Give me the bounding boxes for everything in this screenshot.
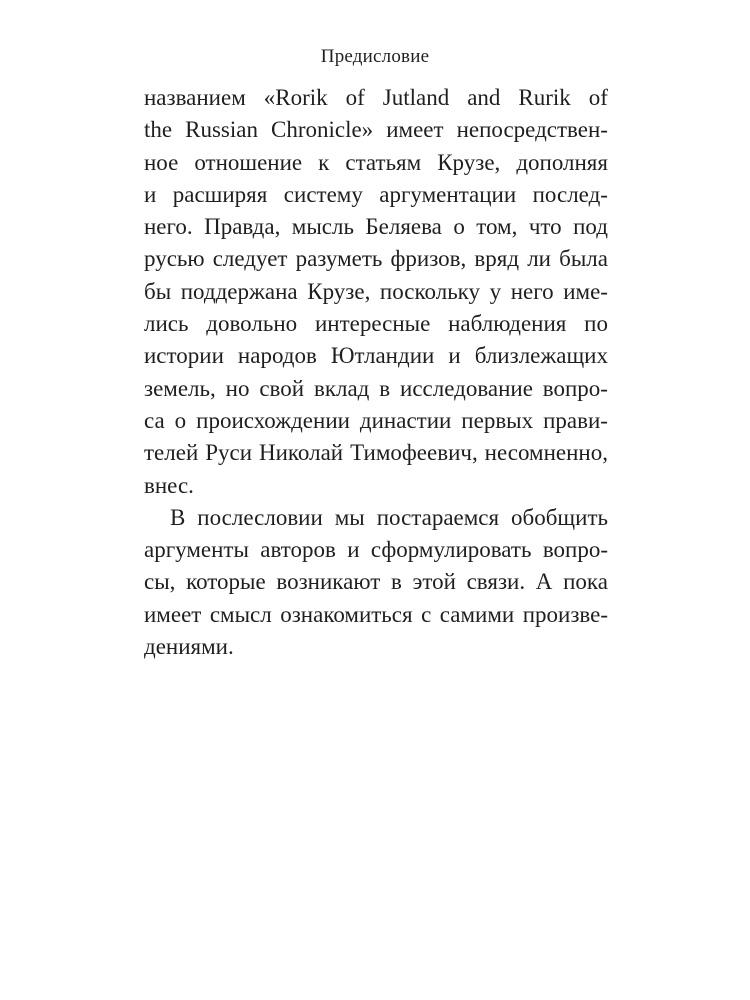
paragraph (144, 82, 608, 502)
word: фризов, (390, 246, 467, 272)
text-line (144, 243, 608, 275)
word: династии (359, 407, 452, 433)
word: сформулировать (370, 537, 532, 563)
word: статьям (345, 149, 422, 175)
word: истории (144, 343, 224, 369)
word: сы, (144, 569, 176, 595)
word: русью (144, 246, 205, 272)
word: имеет (144, 601, 202, 627)
word: произве- (522, 601, 608, 627)
word: Крузе, (437, 149, 501, 175)
word: поскольку (379, 278, 481, 304)
word: дополняя (516, 149, 608, 175)
word: вопро- (542, 375, 608, 401)
text-line (144, 502, 608, 534)
text-line (144, 470, 608, 502)
word: ное (144, 149, 179, 175)
word: лись (144, 311, 189, 337)
word: аргументации (379, 181, 517, 207)
word: of (588, 85, 608, 110)
word: названием (144, 85, 246, 110)
text-line (144, 373, 608, 405)
word: и (347, 537, 360, 563)
word: А (535, 569, 553, 595)
word: вряд (474, 246, 520, 272)
word: возникают (276, 569, 381, 595)
word: о (174, 407, 187, 433)
word: аргументы (144, 537, 249, 563)
word: постараемся (376, 504, 500, 530)
word: которые (186, 569, 266, 595)
text-line (144, 437, 608, 469)
word: с (421, 601, 432, 627)
paragraph (144, 502, 608, 663)
text-line (144, 599, 608, 631)
word: Руси (205, 440, 253, 466)
word: Крузе, (307, 278, 371, 304)
word: пока (563, 569, 608, 595)
word: обобщить (511, 504, 608, 530)
word: расширяя (172, 181, 268, 207)
word: смысл (209, 601, 272, 627)
word: наблюдения (448, 311, 567, 337)
word: мы (334, 504, 365, 530)
word: в (379, 375, 391, 401)
word: вклад (313, 375, 370, 401)
word: и (144, 181, 157, 207)
word: авторов (260, 537, 336, 563)
word: Jutland (382, 85, 450, 110)
word: of (345, 85, 365, 110)
word: непосредствен- (456, 117, 608, 143)
word: «Rorik (263, 85, 328, 110)
word: the (144, 117, 173, 143)
word: Беляева (365, 214, 442, 240)
word: довольно (206, 311, 298, 337)
word: о (453, 214, 465, 240)
word: него. (144, 214, 193, 240)
text-line (144, 405, 608, 437)
word: Правда, (204, 214, 281, 240)
text-line (144, 147, 608, 179)
word: отношение (194, 149, 303, 175)
word: ознакомиться (280, 601, 413, 627)
word: земель, (144, 375, 216, 401)
word: что (528, 214, 562, 240)
word: этой (412, 569, 456, 595)
word: происхождении (196, 407, 350, 433)
word: В (170, 504, 186, 530)
word: народов (237, 343, 317, 369)
word: была (559, 246, 608, 272)
word: телей (144, 440, 199, 466)
word: к (318, 149, 330, 175)
word: дениями. (144, 634, 234, 660)
body-text (144, 82, 608, 663)
word: самими (439, 601, 515, 627)
text-line (144, 534, 608, 566)
word: него (510, 278, 554, 304)
word: исследование (400, 375, 533, 401)
word: несомненно, (484, 440, 608, 466)
word: Ютландии (330, 343, 435, 369)
word: и (448, 343, 461, 369)
word: име- (563, 278, 608, 304)
word: Rurik (518, 85, 571, 110)
text-line (144, 114, 608, 146)
word: прави- (543, 407, 608, 433)
word: внес. (144, 472, 194, 498)
word: по (584, 311, 608, 337)
word: послед- (532, 181, 608, 207)
word: вопро- (542, 537, 608, 563)
word: послесловии (197, 504, 323, 530)
text-line (144, 276, 608, 308)
word: бы (144, 278, 172, 304)
word: Николай (258, 440, 344, 466)
word: мысль (291, 214, 354, 240)
word: разуметь (295, 246, 383, 272)
word: свой (259, 375, 305, 401)
text-line (144, 631, 608, 663)
text-line (144, 340, 608, 372)
word: но (225, 375, 250, 401)
word: са (144, 407, 165, 433)
text-line (144, 566, 608, 598)
word: связи. (466, 569, 526, 595)
word: у (489, 278, 502, 304)
word: интересные (314, 311, 431, 337)
word: Chronicle» (270, 117, 374, 143)
text-line (144, 179, 608, 211)
word: близлежащих (474, 343, 608, 369)
word: and (467, 85, 501, 110)
word: первых (461, 407, 534, 433)
word: следует (212, 246, 288, 272)
word: под (573, 214, 608, 240)
word: поддержана (180, 278, 298, 304)
word: Russian (185, 117, 258, 143)
word: ли (527, 246, 551, 272)
text-line (144, 308, 608, 340)
running-head: Предисловие (320, 46, 430, 67)
word: том, (476, 214, 518, 240)
word: имеет (386, 117, 444, 143)
text-line (144, 82, 608, 114)
text-line (144, 211, 608, 243)
word: систему (283, 181, 363, 207)
word: Тимофеевич, (350, 440, 478, 466)
word: в (390, 569, 402, 595)
